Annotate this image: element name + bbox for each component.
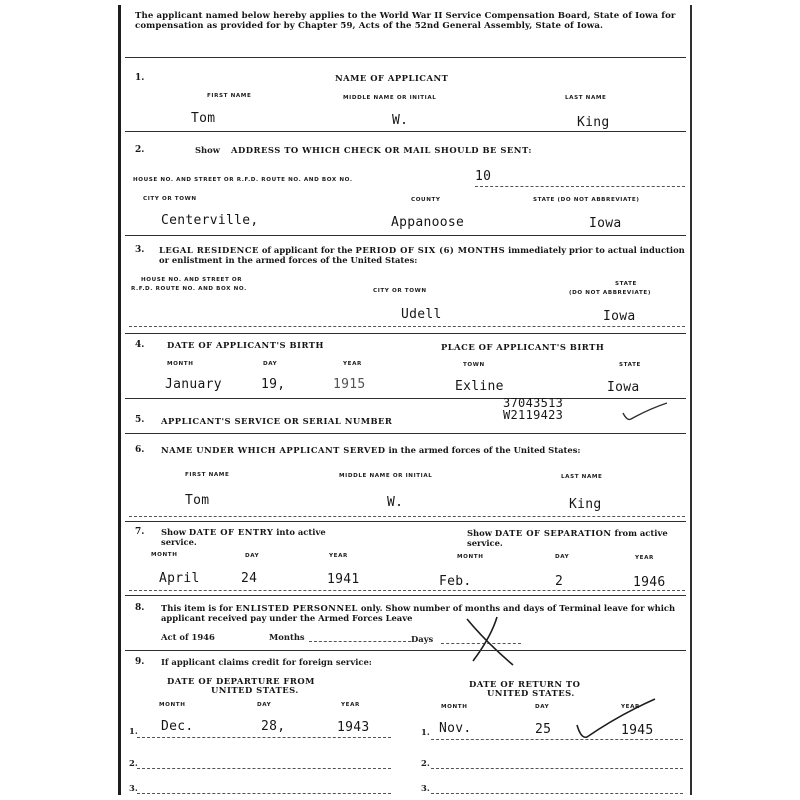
divider: [125, 131, 686, 132]
section-number: 4.: [135, 340, 145, 350]
row-number: 2.: [421, 758, 430, 768]
last-name-value: King: [577, 115, 610, 130]
fill-line: [475, 186, 685, 187]
departure-day: 28,: [261, 719, 286, 734]
state-label: STATE (DO NOT ABBREVIATE): [533, 197, 640, 203]
middle-name-label: MIDDLE NAME OR INITIAL: [339, 473, 433, 479]
days-label: Days: [411, 634, 434, 644]
entry-day: 24: [241, 571, 258, 586]
fill-line: [137, 768, 391, 769]
section-prefix: Show: [195, 145, 220, 155]
fill-line: [137, 793, 391, 794]
return-title: UNITED STATES.: [487, 688, 575, 698]
text-fragment: immediately prior to actual induction or enlistment in the armed forces of the United States:: [159, 245, 685, 265]
entry-date-text: [161, 527, 361, 547]
month-label: MONTH: [167, 361, 194, 367]
fill-line: [431, 768, 683, 769]
section-title: APPLICANT'S SERVICE OR SERIAL NUMBER: [161, 416, 393, 426]
birth-state: Iowa: [607, 380, 640, 395]
fill-line: [137, 737, 391, 738]
return-title: DATE OF RETURN TO: [469, 679, 581, 689]
county-label: COUNTY: [411, 197, 441, 203]
year-label: YEAR: [343, 361, 362, 367]
text-fragment: of applicant for the: [261, 245, 353, 255]
house-label: R.F.D. ROUTE NO. AND BOX NO.: [131, 286, 247, 292]
divider: [125, 398, 686, 399]
section-title: NAME UNDER WHICH APPLICANT SERVED: [161, 445, 386, 455]
day-label: DAY: [535, 704, 550, 710]
last-name-label: LAST NAME: [565, 95, 607, 101]
birth-month: January: [165, 377, 222, 392]
section-title: ADDRESS TO WHICH CHECK OR MAIL SHOULD BE SENT:: [231, 145, 532, 155]
state-label: (DO NOT ABBREVIATE): [569, 290, 651, 296]
middle-name-value: W.: [392, 113, 409, 128]
separation-year: 1946: [633, 575, 666, 590]
divider: [125, 433, 686, 434]
divider: [125, 57, 686, 58]
served-middle-name: W.: [387, 495, 404, 510]
city-value: Udell: [401, 307, 442, 322]
intro-paragraph: The applicant named below hereby applies to the World War II Service Compensation Board, State of Iowa for compensation as provided for by Chapter 59, Acts of the 52nd General Assembly, State of Iowa.: [135, 11, 676, 31]
divider: [125, 235, 686, 236]
month-label: MONTH: [159, 702, 186, 708]
serial-number-1: 37043513: [503, 396, 564, 410]
text-fragment: into active service.: [161, 527, 326, 547]
separation-date-text: [467, 528, 689, 548]
cross-mark-icon: [461, 611, 531, 669]
divider: [125, 521, 686, 522]
row-number: 3.: [421, 783, 430, 793]
text-fragment: Show: [161, 527, 186, 537]
town-label: TOWN: [463, 362, 485, 368]
state-label: STATE: [619, 362, 641, 368]
section-number: 9.: [135, 657, 145, 667]
birth-day: 19,: [261, 377, 286, 392]
application-form: [118, 5, 692, 795]
period-title: PERIOD OF SIX (6) MONTHS: [355, 245, 506, 255]
legal-residence-text: [159, 245, 687, 265]
section-number: 1.: [135, 73, 145, 83]
last-name-label: LAST NAME: [561, 474, 603, 480]
fill-line: [129, 516, 685, 517]
section-title: DATE OF SEPARATION: [494, 528, 612, 538]
legal-residence-title: LEGAL RESIDENCE: [159, 245, 259, 255]
year-label: YEAR: [635, 555, 654, 561]
return-year: 1945: [621, 723, 654, 738]
year-label: YEAR: [329, 553, 348, 559]
text-fragment: in the armed forces of the United States:: [388, 445, 581, 455]
month-label: MONTH: [441, 704, 468, 710]
day-label: DAY: [257, 702, 272, 708]
house-label: HOUSE NO. AND STREET OR R.F.D. ROUTE NO. AND BOX NO.: [133, 177, 353, 183]
birth-year: 1915: [333, 377, 366, 392]
separation-day: 2: [555, 574, 564, 589]
row-number: 3.: [129, 783, 138, 793]
city-label: CITY OR TOWN: [373, 288, 427, 294]
state-value: Iowa: [589, 216, 622, 231]
departure-title: DATE OF DEPARTURE FROM: [167, 676, 315, 686]
checkmark-icon: [571, 695, 661, 743]
fill-line: [129, 590, 685, 591]
departure-title: UNITED STATES.: [211, 685, 299, 695]
entry-month: April: [159, 571, 200, 586]
served-name-text: [161, 445, 685, 455]
county-value: Appanoose: [391, 215, 465, 230]
section-title: DATE OF APPLICANT'S BIRTH: [167, 340, 324, 350]
day-label: DAY: [555, 554, 570, 560]
first-name-label: FIRST NAME: [185, 472, 230, 478]
city-value: Centerville,: [161, 213, 259, 228]
fill-line: [431, 793, 683, 794]
section-number: 2.: [135, 145, 145, 155]
departure-month: Dec.: [161, 719, 194, 734]
text-fragment: Show: [467, 528, 492, 538]
day-label: DAY: [245, 553, 260, 559]
checkmark-icon: [621, 399, 671, 425]
section-title: PLACE OF APPLICANT'S BIRTH: [441, 342, 605, 352]
fill-line: [309, 641, 411, 642]
return-month: Nov.: [439, 721, 472, 736]
entry-year: 1941: [327, 572, 360, 587]
house-value: 10: [475, 169, 492, 184]
serial-number-2: W2119423: [503, 408, 564, 422]
divider: [125, 595, 686, 596]
section-title: NAME OF APPLICANT: [335, 73, 449, 83]
month-label: MONTH: [457, 554, 484, 560]
year-label: YEAR: [621, 704, 640, 710]
section-number: 7.: [135, 527, 145, 537]
first-name-value: Tom: [191, 111, 216, 126]
row-number: 2.: [129, 758, 138, 768]
state-label: STATE: [615, 281, 637, 287]
return-day: 25: [535, 722, 552, 737]
day-label: DAY: [263, 361, 278, 367]
text-fragment: only. Show number of months and days of Terminal leave for which applicant received pay under the Armed Forces Leave: [161, 603, 676, 623]
first-name-label: FIRST NAME: [207, 93, 252, 99]
served-first-name: Tom: [185, 493, 210, 508]
row-number: 1.: [129, 726, 138, 736]
departure-year: 1943: [337, 720, 370, 735]
section-number: 6.: [135, 445, 145, 455]
foreign-service-text: If applicant claims credit for foreign service:: [161, 657, 372, 667]
section-number: 3.: [135, 245, 145, 255]
fill-line: [129, 326, 685, 327]
divider: [125, 333, 686, 334]
month-label: MONTH: [151, 552, 178, 558]
divider: [125, 650, 686, 651]
row-number: 1.: [421, 727, 430, 737]
terminal-leave-text: [161, 603, 687, 623]
section-title: ENLISTED PERSONNEL: [235, 603, 358, 613]
birth-town: Exline: [455, 379, 504, 394]
months-label: Months: [269, 632, 305, 642]
house-label: HOUSE NO. AND STREET OR: [141, 277, 243, 283]
section-number: 8.: [135, 603, 145, 613]
served-last-name: King: [569, 497, 602, 512]
text-fragment: This item is for: [161, 603, 233, 613]
section-title: DATE OF ENTRY: [188, 527, 274, 537]
city-label: CITY OR TOWN: [143, 196, 197, 202]
separation-month: Feb.: [439, 574, 472, 589]
text-fragment: from active service.: [467, 528, 668, 548]
section-number: 5.: [135, 415, 145, 425]
year-label: YEAR: [341, 702, 360, 708]
act-label: Act of 1946: [161, 632, 215, 642]
state-value: Iowa: [603, 309, 636, 324]
middle-name-label: MIDDLE NAME OR INITIAL: [343, 95, 437, 101]
